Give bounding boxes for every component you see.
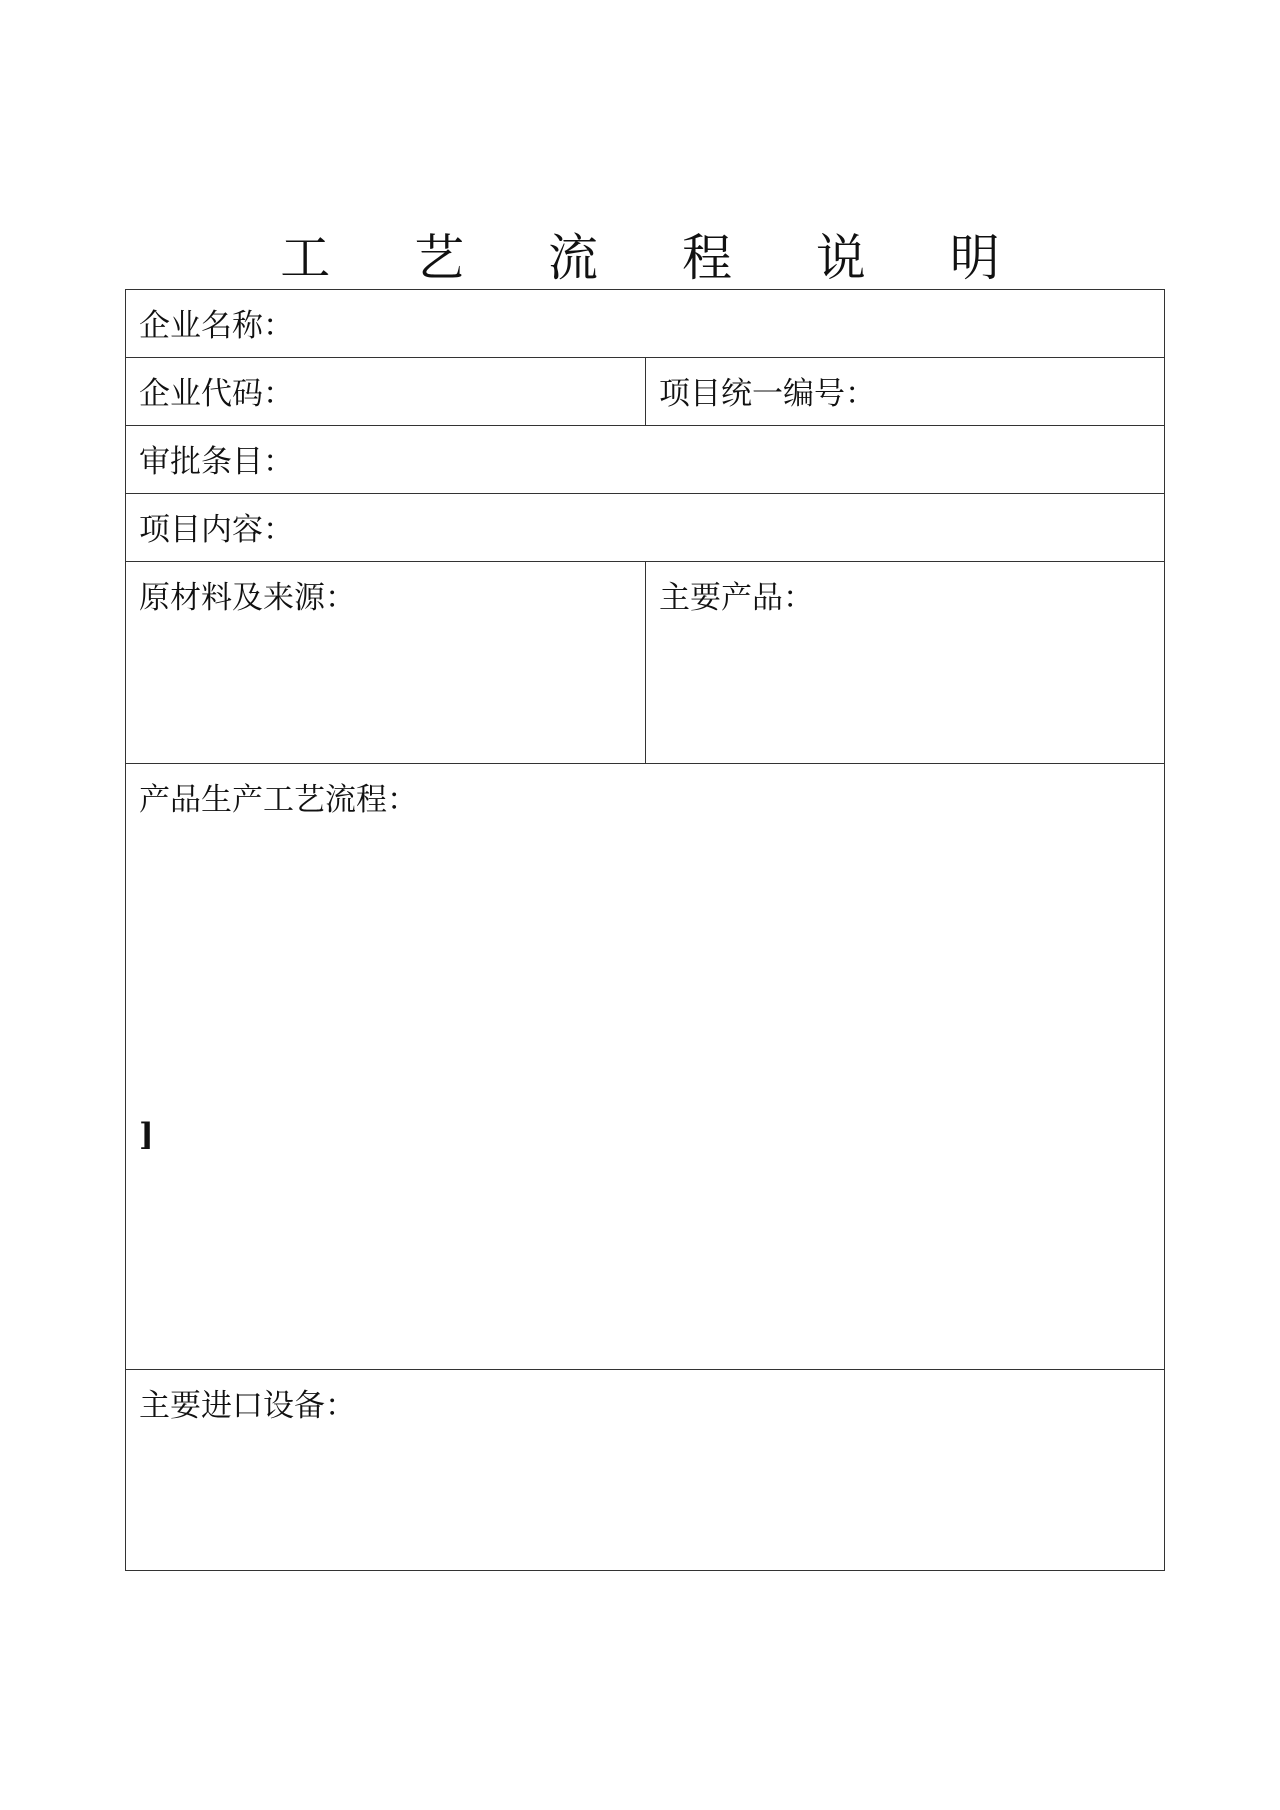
main-products-cell[interactable] [646,562,1164,763]
imported-equipment-cell[interactable] [126,1370,1164,1569]
row-materials-products [126,562,1164,764]
company-name-cell[interactable] [126,290,1164,357]
raw-materials-cell[interactable] [126,562,646,763]
page-title: 工 艺 流 程 说 明 [280,229,1034,287]
approval-item-cell[interactable] [126,426,1164,493]
project-content-label: 项目内容： [139,512,294,548]
process-flow-label: 产品生产工艺流程： [139,782,418,818]
row-approval-item [126,426,1164,494]
raw-materials-label: 原材料及来源： [139,580,356,616]
process-flow-cell[interactable] [126,764,1164,1369]
approval-item-label: 审批条目： [139,444,294,480]
company-name-label: 企业名称： [139,308,294,344]
company-code-label: 企业代码： [139,376,294,412]
main-products-label: 主要产品： [659,580,814,616]
project-number-cell[interactable] [646,358,1164,425]
project-number-label: 项目统一编号： [659,376,876,412]
imported-equipment-label: 主要进口设备： [139,1388,356,1424]
project-content-cell[interactable] [126,494,1164,561]
row-imported-equipment [126,1370,1164,1569]
process-description-form [125,289,1165,1571]
row-company-name [126,290,1164,358]
row-process-flow [126,764,1164,1370]
row-project-content [126,494,1164,562]
process-flow-mark: ] [139,1117,154,1153]
row-company-code [126,358,1164,426]
company-code-cell[interactable] [126,358,646,425]
